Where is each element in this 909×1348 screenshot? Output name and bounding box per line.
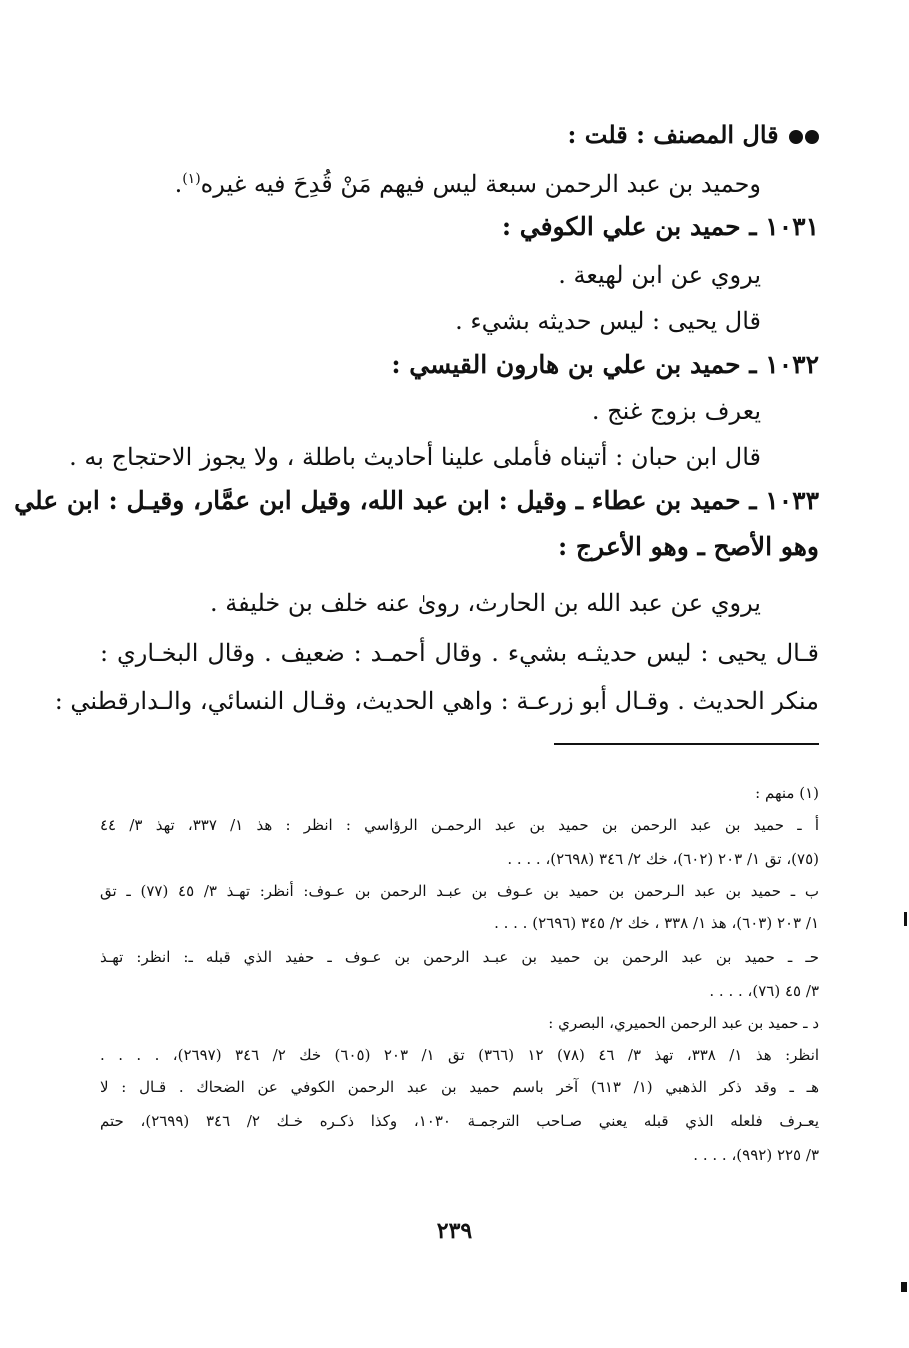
bullet-dot-icon	[805, 130, 819, 144]
footnote-line: ٣/ ٢٢٥ (٩٩٢)، . . . .	[693, 1146, 819, 1164]
entry-title-1033-line1: ١٠٣٣ ـ حميد بن عطاء ـ وقيل : ابن عبد الله، وقيل ابن عمَّار، وقيـل : ابن علي	[14, 486, 819, 515]
footnote-line: د ـ حميد بن عبد الرحمن الحميري، البصري :	[548, 1014, 819, 1032]
entry-title-1032: ١٠٣٢ ـ حميد بن علي بن هارون القيسي :	[391, 350, 819, 379]
entry-title-1031: ١٠٣١ ـ حميد بن علي الكوفي :	[501, 212, 819, 241]
footnote-line: ١/ ٢٠٣ (٦٠٣)، هذ ١/ ٣٣٨ ، خك ٢/ ٣٤٥ (٢٦٩٦) . . . .	[494, 914, 819, 932]
body-line: قـال يحيى : ليس حديثـه بشيء . وقال أحمـد : ضعيف . وقال البخـاري :	[100, 639, 819, 667]
footnote-line: (٧٥)، تق ١/ ٢٠٣ (٦٠٢)، خك ٢/ ٣٤٦ (٢٦٩٨)، . . . .	[507, 850, 819, 868]
scan-mark	[904, 912, 907, 926]
footnote-ref: (١)	[182, 171, 201, 187]
footnote-line: انظر: هذ ١/ ٣٣٨، تهذ ٣/ ٤٦ (٧٨) ١٢ (٣٦٦) تق ١/ ٢٠٣ (٦٠٥) خك ٢/ ٣٤٦ (٢٦٩٧)، . . . .	[100, 1046, 820, 1064]
footnote-line: (١) منهم :	[755, 784, 819, 802]
bullet-dot-icon	[789, 130, 803, 144]
body-line: يروي عن ابن لهيعة .	[558, 261, 761, 289]
author-note-heading: قال المصنف : قلت :	[568, 118, 819, 152]
footnote-line: ٣/ ٤٥ (٧٦)، . . . .	[709, 982, 819, 1000]
footnote-line: حـ ـ حميد بن عبد الرحمن بن حميد بن عبـد الرحمن بن عـوف ـ حفيد الذي قبله ـ: انظر: تهـذ	[100, 948, 819, 966]
body-line: يعرف بزوج غنج .	[591, 397, 761, 425]
body-line: قال ابن حبان : أتيناه فأملى علينا أحاديث باطلة ، ولا يجوز الاحتجاج به .	[69, 443, 761, 471]
body-line: منكر الحديث . وقـال أبو زرعـة : واهي الحديث، وقـال النسائي، والـدارقطني :	[54, 687, 819, 715]
page-number: ٢٣٩	[436, 1218, 473, 1244]
body-line: يروي عن عبد الله بن الحارث، روىٰ عنه خلف بن خليفة .	[209, 589, 761, 617]
footnote-line: هـ ـ وقد ذكر الذهبي (١/ ٦١٣) آخر باسم حميد بن عبد الرحمن الكوفي عن الضحاك . قـال : لا	[100, 1078, 819, 1096]
scan-mark	[901, 1282, 907, 1292]
footnote-line: أ ـ حميد بن عبد الرحمن بن حميد بن عبد الرحمـن الرؤاسي : انظر : هذ ١/ ٣٣٧، تهذ ٣/ ٤٤	[100, 816, 819, 834]
footnote-line: يعـرف فلعله الذي قبله يعني صـاحب الترجمـة ١٠٣٠، وكذا ذكـره خـك ٢/ ٣٤٦ (٢٦٩٩)، حتم	[100, 1112, 820, 1130]
body-line: وحميد بن عبد الرحمن سبعة ليس فيهم مَنْ قُدِحَ فيه غيره$^{(١)}$.	[174, 170, 761, 198]
footnote-line: ب ـ حميد بن عبد الـرحمن بن حميد بن عـوف بن عبـد الرحمن بن عـوف: أنظر: تهـذ ٣/ ٤٥ (٧٧) ـ تق	[100, 882, 820, 900]
footnote-separator	[554, 743, 819, 745]
body-line: قال يحيى : ليس حديثه بشيء .	[455, 307, 761, 335]
entry-title-1033-line2: وهو الأصح ـ وهو الأعرج :	[557, 532, 819, 561]
